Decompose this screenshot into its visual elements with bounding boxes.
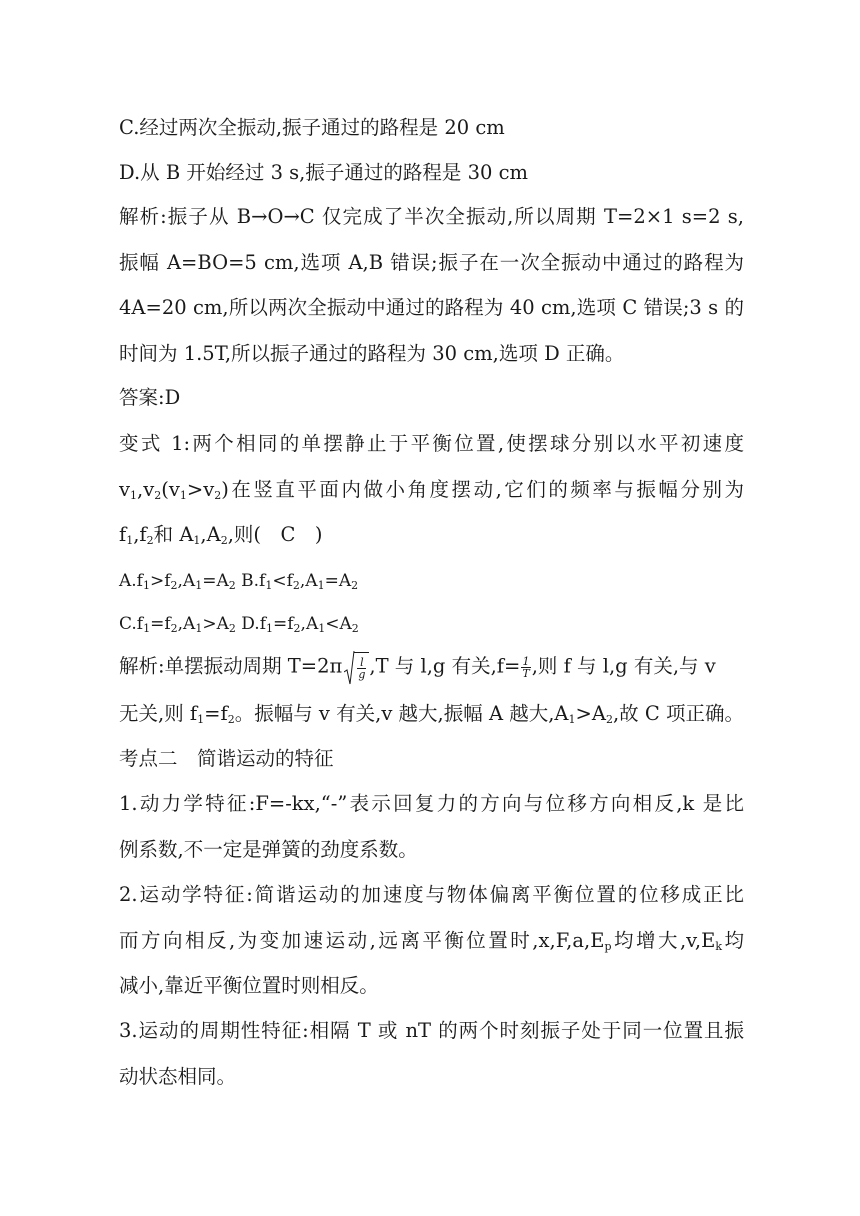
options-ab (119, 567, 744, 595)
text-run: =f (204, 702, 228, 725)
subscript: 2 (228, 622, 236, 635)
feature-1-line-1: 1.动力学特征:F=-kx,“-”表示回复力的方向与位移方向相反,k 是比 (119, 792, 744, 815)
sqrt-formula (344, 652, 369, 682)
text-run: =f (150, 614, 171, 634)
variant-question-line-1: 变式 1:两个相同的单摆静止于平衡位置,使摆球分别以水平初速度 (119, 432, 744, 455)
subscript: 1 (195, 579, 203, 592)
variant-analysis-line-1 (119, 652, 744, 682)
fraction-numerator: 1 (522, 654, 530, 668)
fraction-1-over-t (521, 656, 530, 679)
text-run: 无关,则 f (119, 702, 198, 725)
variant-question-line-3 (119, 521, 744, 549)
text-run: ,故 C 项正确。 (612, 702, 744, 725)
text-run: 而方向相反,为变加速运动,远离平衡位置时,x,F,a,E (119, 929, 605, 952)
subscript: 1 (193, 534, 201, 547)
fraction-denominator: T (522, 666, 530, 680)
analysis-line-3: 4A=20 cm,所以两次全振动中通过的路程为 40 cm,选项 C 错误;3 s 的 (119, 296, 744, 319)
subscript: 1 (265, 579, 273, 592)
text-run: >f (149, 571, 171, 591)
variant-analysis-line-2 (119, 700, 744, 728)
option-c: C.经过两次全振动,振子通过的路程是 20 cm (119, 116, 505, 139)
analysis-line-1: 解析:振子从 B→O→C 仅完成了半次全振动,所以周期 T=2×1 s=2 s, (119, 205, 744, 228)
subscript: 1 (197, 713, 205, 726)
subscript: 2 (146, 534, 154, 547)
subscript: 2 (170, 579, 178, 592)
text-run: 。振幅与 v 有关,v 越大,振幅 A 越大,A (234, 702, 569, 725)
variant-question-line-2 (119, 476, 744, 504)
feature-3-line-2: 动状态相同。 (119, 1065, 237, 1088)
subscript: k (715, 940, 722, 953)
text-run: )在竖直平面内做小角度摆动,它们的频率与振幅分别为 (221, 478, 744, 501)
text-run: ,则( C ) (227, 523, 323, 546)
feature-2-line-2 (119, 927, 744, 955)
subscript: 1 (317, 579, 325, 592)
subscript: 1 (195, 622, 203, 635)
feature-2-line-3: 减小,靠近平衡位置时则相反。 (119, 974, 379, 997)
analysis-line-4: 时间为 1.5T,所以振子通过的路程为 30 cm,选项 D 正确。 (119, 342, 625, 365)
text-run: 和 A (153, 523, 194, 546)
subscript: 1 (126, 534, 134, 547)
text-run: >v (186, 478, 215, 501)
text-run: 均 (722, 929, 744, 952)
subscript: 1 (568, 713, 576, 726)
text-run: ,v (137, 478, 155, 501)
subscript: 1 (130, 489, 138, 502)
subscript: 2 (227, 713, 235, 726)
text-run: ,f (133, 523, 147, 546)
subscript: 2 (154, 489, 162, 502)
text-run: A.f (119, 571, 143, 591)
text-run: D.f (235, 614, 266, 634)
text-run: ,A (299, 571, 318, 591)
text-run: =A (324, 571, 352, 591)
subscript: 2 (292, 579, 300, 592)
text-run: ,A (200, 523, 221, 546)
text-run: (v (161, 478, 180, 501)
feature-2-line-1: 2.运动学特征:简谐运动的加速度与物体偏离平衡位置的位移成正比 (119, 883, 744, 906)
subscript: 1 (142, 579, 150, 592)
text-run: =f (273, 614, 294, 634)
sqrt-fraction (357, 657, 366, 680)
subscript: 2 (220, 534, 228, 547)
text-run: 均增大,v,E (611, 929, 716, 952)
text-run: ,A (300, 614, 319, 634)
subscript: 2 (228, 579, 236, 592)
text-run: v (119, 478, 131, 501)
subscript: 2 (293, 622, 301, 635)
fraction-numerator: l (357, 657, 366, 669)
radical-sign (344, 650, 355, 686)
subscript: 1 (318, 622, 326, 635)
text-run: ,T 与 l,g 有关,f= (369, 654, 521, 678)
text-run: =A (202, 571, 229, 591)
subscript: 2 (605, 713, 613, 726)
options-cd (119, 610, 744, 638)
text-run: B.f (235, 571, 266, 591)
text-run: ,A (177, 571, 196, 591)
text-run: <f (272, 571, 293, 591)
text-run: >A (202, 614, 229, 634)
feature-1-line-2: 例系数,不一定是弹簧的劲度系数。 (119, 838, 418, 861)
fraction-denominator: g (358, 668, 366, 681)
section-heading: 考点二 简谐运动的特征 (119, 747, 334, 770)
text-run: ,则 f 与 l,g 有关,与 v (531, 654, 716, 678)
text-run: C.f (119, 614, 144, 634)
subscript: 1 (179, 489, 187, 502)
text-run: >A (575, 702, 606, 725)
text-run: f (119, 523, 127, 546)
subscript: 2 (214, 489, 222, 502)
text-run: 解析:单摆振动周期 T=2π (119, 654, 343, 678)
answer-line: 答案:D (119, 386, 181, 409)
subscript: 2 (351, 622, 359, 635)
subscript: 1 (143, 622, 151, 635)
option-d: D.从 B 开始经过 3 s,振子通过的路程是 30 cm (119, 161, 528, 184)
text-run: <A (325, 614, 352, 634)
subscript: p (604, 940, 612, 953)
feature-3-line-1: 3.运动的周期性特征:相隔 T 或 nT 的两个时刻振子处于同一位置且振 (119, 1019, 744, 1042)
text-run: ,A (177, 614, 196, 634)
subscript: 2 (351, 579, 359, 592)
subscript: 2 (170, 622, 178, 635)
subscript: 1 (266, 622, 273, 635)
analysis-line-2: 振幅 A=BO=5 cm,选项 A,B 错误;振子在一次全振动中通过的路程为 (119, 251, 744, 274)
